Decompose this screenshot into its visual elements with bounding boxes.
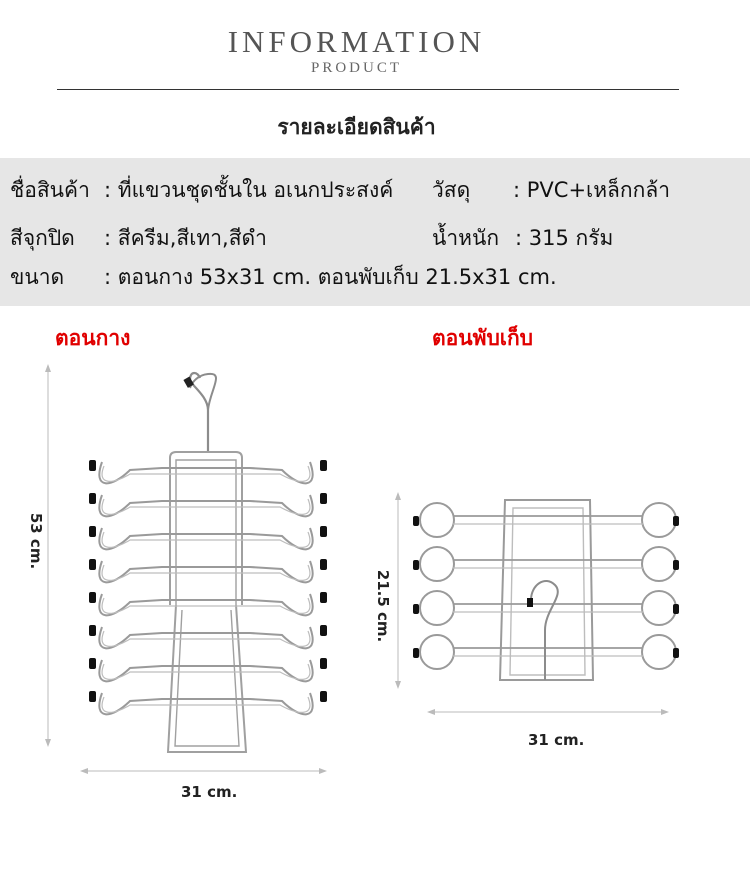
folded-loop-right — [642, 547, 676, 581]
end-cap — [320, 460, 327, 471]
spec-material-value: : PVC+เหล็กกล้า — [513, 178, 671, 202]
end-cap — [89, 460, 96, 471]
folded-loop-left — [420, 635, 454, 669]
end-cap — [413, 560, 419, 570]
hanger-bar — [99, 594, 312, 615]
end-cap — [320, 625, 327, 636]
folded-loop-right — [642, 591, 676, 625]
section-title: รายละเอียดสินค้า — [277, 115, 436, 139]
end-cap — [413, 648, 419, 658]
folded-height-label: 21.5 cm. — [374, 569, 393, 643]
folded-hanger-frame — [413, 500, 679, 680]
end-cap — [320, 592, 327, 603]
end-cap — [320, 691, 327, 702]
spec-color-value: : สีครีม,สีเทา,สีดำ — [104, 226, 267, 250]
header-subtitle: PRODUCT — [310, 60, 402, 76]
end-cap — [413, 604, 419, 614]
spec-name-value: : ที่แขวนชุดชั้นใน อเนกประสงค์ — [104, 178, 394, 202]
hanger-bars — [89, 460, 327, 714]
end-cap — [89, 559, 96, 570]
end-cap — [89, 658, 96, 669]
hanger-bar — [99, 561, 312, 582]
folded-loop-left — [420, 503, 454, 537]
end-cap — [89, 625, 96, 636]
hanger-bar — [99, 495, 312, 516]
folded-loop-left — [420, 547, 454, 581]
folded-outer-frame — [500, 500, 593, 680]
hanger-bar — [99, 528, 312, 549]
hanger-bar — [99, 627, 312, 648]
hook-cap — [527, 598, 533, 607]
end-cap — [673, 560, 679, 570]
folded-view-title: ตอนพับเก็บ — [432, 326, 534, 350]
spec-weight-value: : 315 กรัม — [515, 226, 614, 250]
folded-width-label: 31 cm. — [528, 731, 585, 749]
end-cap — [413, 516, 419, 526]
hanger-bar — [99, 660, 312, 681]
end-cap — [320, 559, 327, 570]
end-cap — [89, 592, 96, 603]
open-height-label: 53 cm. — [27, 512, 46, 570]
end-cap — [320, 658, 327, 669]
hanger-bar — [99, 462, 312, 483]
folded-inner-frame — [510, 508, 585, 675]
end-cap — [320, 526, 327, 537]
folded-hook — [531, 581, 558, 680]
folded-hanger-illustration — [395, 490, 685, 720]
spec-size-label: ขนาด — [10, 265, 65, 289]
end-cap — [89, 691, 96, 702]
folded-loop-right — [642, 503, 676, 537]
spec-size-value: : ตอนกาง 53x31 cm. ตอนพับเก็บ 21.5x31 cm. — [104, 265, 557, 289]
hanger-bar — [99, 693, 312, 714]
open-view-title: ตอนกาง — [55, 326, 131, 350]
spec-color-label: สีจุกปิด — [10, 226, 75, 250]
end-cap — [673, 516, 679, 526]
header-divider — [57, 89, 679, 90]
end-cap — [673, 648, 679, 658]
folded-loop-left — [420, 591, 454, 625]
spec-name-label: ชื่อสินค้า — [10, 178, 90, 202]
folded-loop-right — [642, 635, 676, 669]
spec-weight-label: น้ำหนัก — [432, 226, 500, 250]
end-cap — [89, 526, 96, 537]
open-width-label: 31 cm. — [181, 783, 238, 801]
end-cap — [320, 493, 327, 504]
header-title: INFORMATION — [227, 24, 486, 59]
end-cap — [89, 493, 96, 504]
end-cap — [673, 604, 679, 614]
spec-material-label: วัสดุ — [432, 178, 471, 202]
open-hanger-illustration — [40, 360, 360, 800]
